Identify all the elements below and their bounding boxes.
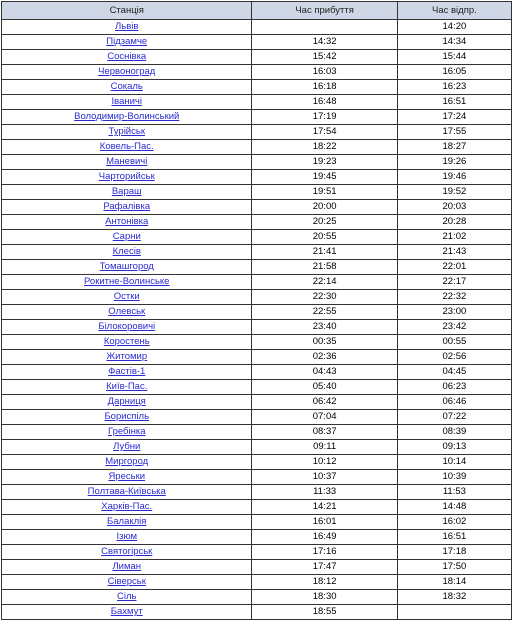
station-link[interactable]: Лубни [113,441,141,452]
arrival-time: 19:51 [252,185,397,200]
arrival-time: 22:55 [252,305,397,320]
station-cell [2,530,252,545]
station-link[interactable]: Бориспіль [104,411,150,422]
table-row [2,275,512,290]
departure-time: 11:53 [397,485,511,500]
table-row [2,170,512,185]
station-link[interactable]: Турійськ [108,126,145,137]
departure-time: 00:55 [397,335,511,350]
station-cell [2,215,252,230]
table-row [2,485,512,500]
departure-time: 22:32 [397,290,511,305]
arrival-time: 16:48 [252,95,397,110]
station-link[interactable]: Гребінка [107,426,146,437]
station-cell [2,140,252,155]
station-link[interactable]: Червоноград [98,66,156,77]
departure-time: 16:51 [397,530,511,545]
station-column-header: Станція [2,2,252,20]
station-link[interactable]: Коростень [103,336,150,347]
station-link[interactable]: Святогірськ [101,546,153,557]
arrival-time: 19:45 [252,170,397,185]
arrival-time: 06:42 [252,395,397,410]
station-link[interactable]: Томашгород [99,261,154,272]
station-cell [2,65,252,80]
station-link[interactable]: Ковель-Пас. [99,141,154,152]
station-link[interactable]: Вараш [111,186,142,197]
departure-column-header: Час відпр. [397,2,511,20]
station-cell [2,410,252,425]
table-row [2,425,512,440]
arrival-time: 18:12 [252,575,397,590]
arrival-time: 21:41 [252,245,397,260]
station-link[interactable]: Олевськ [108,306,146,317]
arrival-time: 02:36 [252,350,397,365]
departure-time: 04:45 [397,365,511,380]
table-row [2,410,512,425]
arrival-time: 19:23 [252,155,397,170]
table-row [2,155,512,170]
departure-time: 18:27 [397,140,511,155]
departure-time: 19:46 [397,170,511,185]
station-cell [2,20,252,35]
arrival-time: 18:55 [252,605,397,620]
departure-time: 16:05 [397,65,511,80]
station-link[interactable]: Полтава-Київська [87,486,166,497]
station-link[interactable]: Маневичі [106,156,148,167]
departure-time: 18:32 [397,590,511,605]
arrival-time: 07:04 [252,410,397,425]
table-row [2,215,512,230]
departure-time: 17:18 [397,545,511,560]
departure-time: 16:51 [397,95,511,110]
arrival-column-header: Час прибуття [252,2,397,20]
station-cell [2,260,252,275]
station-link[interactable]: Рокитне-Волинське [84,276,170,287]
table-row [2,50,512,65]
table-row [2,515,512,530]
arrival-time: 16:01 [252,515,397,530]
departure-time: 14:48 [397,500,511,515]
station-cell [2,50,252,65]
table-row [2,395,512,410]
departure-time: 08:39 [397,425,511,440]
departure-time: 17:50 [397,560,511,575]
station-link[interactable]: Київ-Пас. [106,381,148,392]
station-cell [2,470,252,485]
table-row [2,560,512,575]
station-link[interactable]: Білокоровичі [98,321,156,332]
station-link[interactable]: Лиман [112,561,142,572]
station-cell [2,380,252,395]
station-cell [2,485,252,500]
schedule-table [1,1,512,620]
departure-time: 10:39 [397,470,511,485]
table-row [2,380,512,395]
station-link[interactable]: Харків-Пас. [101,501,153,512]
station-cell [2,170,252,185]
station-cell [2,440,252,455]
table-row [2,305,512,320]
station-link[interactable]: Володимир-Волинський [74,111,180,122]
table-row [2,230,512,245]
station-link[interactable]: Яреськи [108,471,146,482]
departure-time: 16:02 [397,515,511,530]
table-row [2,20,512,35]
departure-time: 02:56 [397,350,511,365]
arrival-time: 14:21 [252,500,397,515]
station-cell [2,110,252,125]
station-cell [2,425,252,440]
arrival-time: 20:00 [252,200,397,215]
table-row [2,260,512,275]
table-row [2,110,512,125]
header-row [2,2,512,20]
table-row [2,200,512,215]
departure-time: 06:23 [397,380,511,395]
departure-time: 21:43 [397,245,511,260]
table-row [2,290,512,305]
station-link[interactable]: Іваничі [111,96,142,107]
table-row [2,440,512,455]
station-cell [2,245,252,260]
arrival-time: 17:16 [252,545,397,560]
departure-time: 06:46 [397,395,511,410]
departure-time: 10:14 [397,455,511,470]
departure-time [397,605,511,620]
station-cell [2,365,252,380]
station-link[interactable]: Сарни [112,231,141,242]
station-cell [2,305,252,320]
departure-time: 22:01 [397,260,511,275]
departure-time: 18:14 [397,575,511,590]
table-row [2,590,512,605]
station-link[interactable]: Миргород [105,456,149,467]
station-link[interactable]: Ізюм [116,531,138,542]
station-link[interactable]: Сіверськ [107,576,146,587]
station-cell [2,455,252,470]
station-link[interactable]: Чарторийськ [98,171,155,182]
station-link[interactable]: Підзамче [106,36,148,47]
table-row [2,530,512,545]
table-row [2,335,512,350]
arrival-time: 22:14 [252,275,397,290]
departure-time: 17:55 [397,125,511,140]
station-link[interactable]: Остки [113,291,140,302]
arrival-time: 10:12 [252,455,397,470]
station-cell [2,230,252,245]
station-link[interactable]: Соснівка [107,51,147,62]
arrival-time: 18:30 [252,590,397,605]
station-cell [2,395,252,410]
arrival-time: 18:22 [252,140,397,155]
arrival-time: 20:55 [252,230,397,245]
arrival-time: 17:54 [252,125,397,140]
table-row [2,140,512,155]
arrival-time: 10:37 [252,470,397,485]
arrival-time: 17:19 [252,110,397,125]
departure-time: 16:23 [397,80,511,95]
station-link[interactable]: Антонівка [105,216,149,227]
table-row [2,605,512,620]
arrival-time: 08:37 [252,425,397,440]
departure-time: 14:34 [397,35,511,50]
table-row [2,245,512,260]
arrival-time: 16:03 [252,65,397,80]
table-row [2,80,512,95]
arrival-time: 16:49 [252,530,397,545]
departure-time: 19:26 [397,155,511,170]
station-cell [2,320,252,335]
arrival-time: 15:42 [252,50,397,65]
station-link[interactable]: Бахмут [110,606,143,617]
table-row [2,575,512,590]
station-link[interactable]: Фастів-1 [108,366,146,377]
table-row [2,455,512,470]
table-row [2,500,512,515]
station-cell [2,335,252,350]
table-row [2,125,512,140]
station-cell [2,605,252,620]
arrival-time: 04:43 [252,365,397,380]
arrival-time: 17:47 [252,560,397,575]
departure-time: 07:22 [397,410,511,425]
station-cell [2,590,252,605]
table-row [2,545,512,560]
arrival-time: 00:35 [252,335,397,350]
table-row [2,320,512,335]
table-row [2,35,512,50]
table-row [2,350,512,365]
departure-time: 23:42 [397,320,511,335]
station-link[interactable]: Сокаль [110,81,143,92]
station-cell [2,125,252,140]
station-cell [2,350,252,365]
station-link[interactable]: Дарниця [107,396,146,407]
arrival-time: 22:30 [252,290,397,305]
departure-time: 15:44 [397,50,511,65]
departure-time: 09:13 [397,440,511,455]
station-link[interactable]: Житомир [106,351,148,362]
station-cell [2,545,252,560]
table-row [2,65,512,80]
station-cell [2,515,252,530]
arrival-time: 09:11 [252,440,397,455]
station-cell [2,560,252,575]
arrival-time: 20:25 [252,215,397,230]
arrival-time: 14:32 [252,35,397,50]
station-link[interactable]: Клесів [112,246,141,257]
departure-time: 14:20 [397,20,511,35]
station-link[interactable]: Сіль [117,591,137,602]
schedule-rows [2,20,512,620]
station-link[interactable]: Рафалівка [103,201,151,212]
departure-time: 21:02 [397,230,511,245]
table-row [2,185,512,200]
station-cell [2,275,252,290]
station-link[interactable]: Балаклія [107,516,147,527]
station-cell [2,575,252,590]
arrival-time: 23:40 [252,320,397,335]
station-cell [2,95,252,110]
departure-time: 20:03 [397,200,511,215]
departure-time: 19:52 [397,185,511,200]
station-cell [2,80,252,95]
departure-time: 23:00 [397,305,511,320]
station-cell [2,500,252,515]
table-row [2,365,512,380]
table-row [2,95,512,110]
arrival-time: 11:33 [252,485,397,500]
arrival-time: 21:58 [252,260,397,275]
arrival-time: 16:18 [252,80,397,95]
station-cell [2,155,252,170]
station-cell [2,200,252,215]
departure-time: 22:17 [397,275,511,290]
station-cell [2,185,252,200]
departure-time: 17:24 [397,110,511,125]
station-cell [2,35,252,50]
arrival-time: 05:40 [252,380,397,395]
departure-time: 20:28 [397,215,511,230]
arrival-time [252,20,397,35]
station-cell [2,290,252,305]
station-link[interactable]: Львів [115,21,139,32]
table-row [2,470,512,485]
